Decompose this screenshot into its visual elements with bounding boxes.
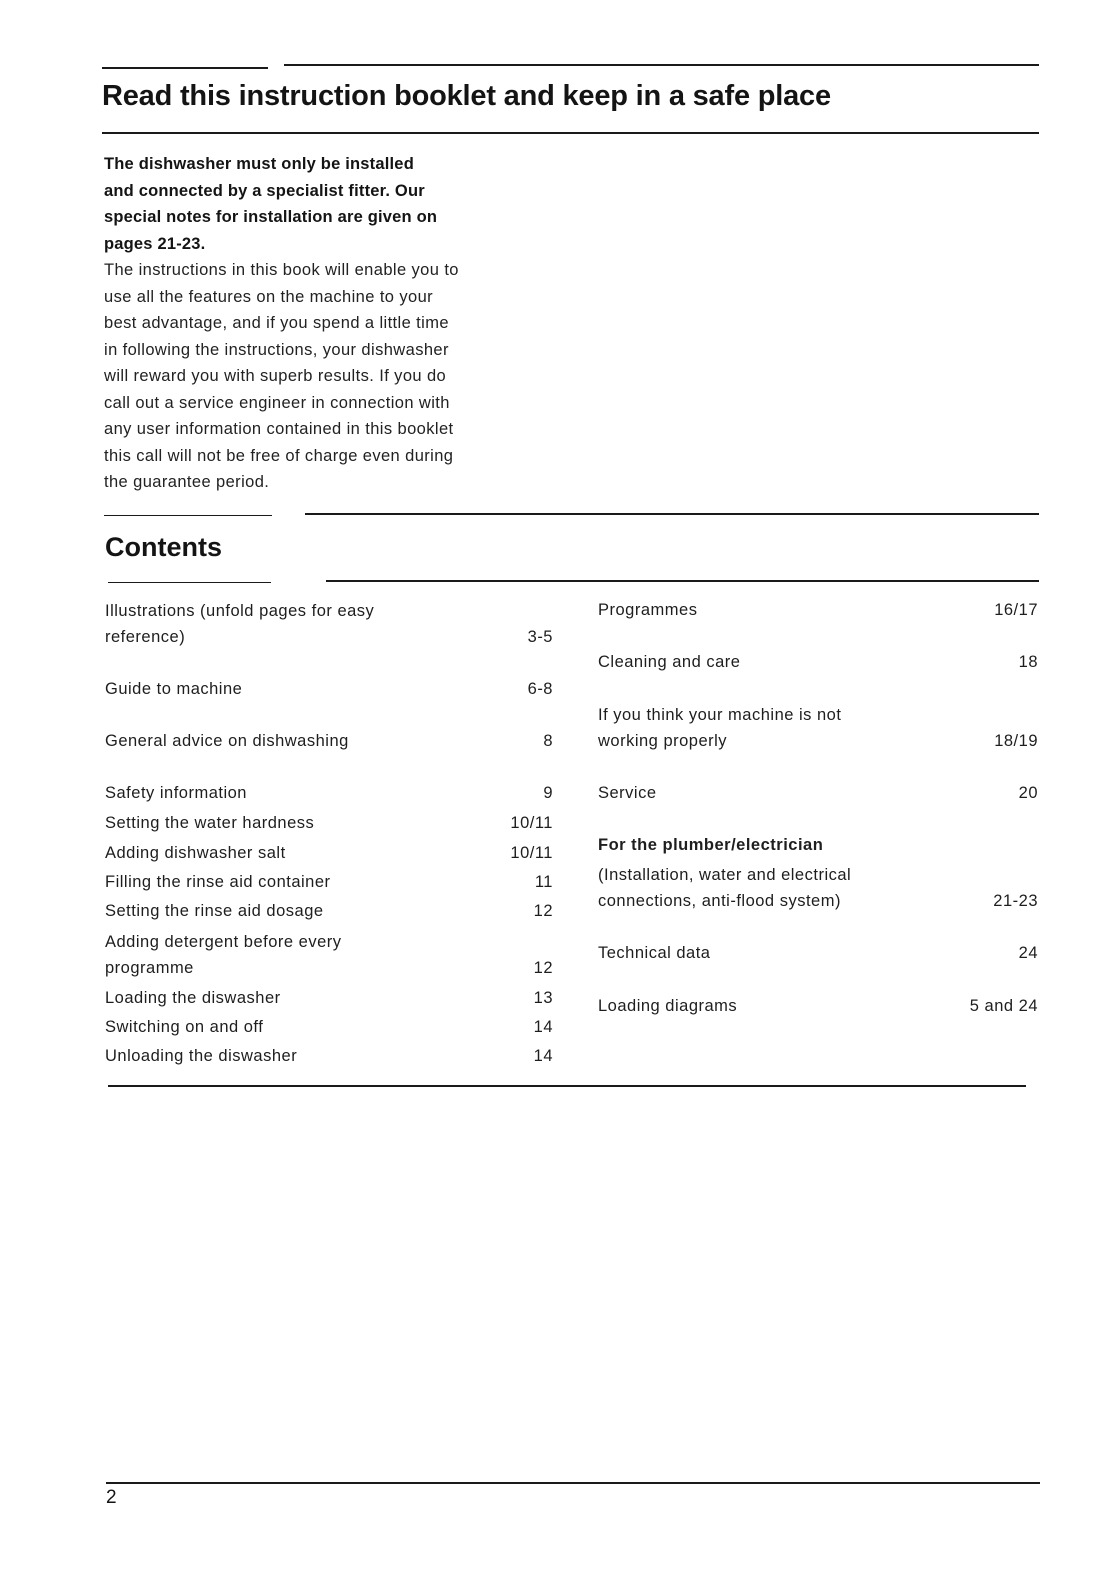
installation-notice-line: pages 21-23. [104, 234, 206, 253]
toc-entry-label-line: Adding dishwasher salt [105, 844, 286, 862]
toc-entry-label-line: Loading diagrams [598, 997, 738, 1015]
toc-entry-label-line: Safety information [105, 784, 247, 802]
toc-entry-page: 10/11 [510, 814, 553, 832]
intro-line: in following the instructions, your dishwasher [104, 340, 449, 359]
intro-line: the guarantee period. [104, 473, 270, 491]
toc-entry-label-line: Illustrations (unfold pages for easy [105, 602, 375, 620]
toc-entry-label-line: Programmes [598, 601, 698, 619]
toc-entry [598, 832, 1038, 858]
toc-entry-label [598, 649, 740, 675]
toc-entry-label-line: Service [598, 784, 657, 802]
installation-notice-line: special notes for installation are given on [104, 208, 438, 226]
toc-entry-page: 13 [533, 989, 553, 1007]
contents-bottom-rule [108, 1085, 1026, 1087]
toc-entry-label-line: Adding detergent before every [105, 933, 342, 951]
contents-rule-right [326, 580, 1039, 582]
toc-entry [105, 728, 553, 754]
toc-entry-label-line: connections, anti-flood system) [598, 892, 841, 910]
toc-entry [598, 780, 1038, 806]
toc-entry-label [105, 810, 314, 836]
toc-entry-label-line: Guide to machine [105, 680, 243, 698]
toc-entry [105, 676, 553, 702]
toc-entry-label [105, 1014, 263, 1040]
toc-entry-page: 5 and 24 [969, 997, 1038, 1015]
toc-entry [105, 869, 553, 895]
toc-entry [105, 598, 553, 650]
installation-notice-line: The dishwasher must only be installed [104, 155, 414, 173]
toc-entry-label-line: reference) [105, 628, 186, 646]
toc-entry-page: 21-23 [993, 892, 1038, 910]
toc-entry-page: 6-8 [527, 680, 553, 698]
page-number: 2 [106, 1487, 117, 1508]
toc-entry-label [598, 862, 851, 914]
toc-entry [105, 810, 553, 836]
page-title: Read this instruction booklet and keep in a safe place [102, 80, 831, 112]
toc-entry-label [598, 780, 657, 806]
intro-bottom-rule-right [305, 513, 1039, 515]
toc-entry [598, 993, 1038, 1019]
toc-entry-label [105, 598, 374, 650]
toc-entry-page: 12 [533, 902, 553, 920]
toc-entry-label [105, 869, 331, 895]
intro-line: any user information contained in this booklet [104, 420, 454, 438]
top-rule-long [284, 64, 1039, 66]
toc-entry-page: 12 [533, 959, 553, 977]
toc-entry-page: 3-5 [527, 628, 553, 646]
toc-entry [105, 840, 553, 866]
intro-section [104, 151, 564, 496]
toc-entry [105, 1014, 553, 1040]
toc-entry-label-line: General advice on dishwashing [105, 732, 349, 750]
toc-entry-label-line: (Installation, water and electrical [598, 866, 852, 884]
intro-line: best advantage, and if you spend a little time [104, 314, 449, 332]
toc-entry-label-line: Filling the rinse aid container [105, 873, 331, 891]
toc-entry-label [598, 832, 823, 858]
intro-line: will reward you with superb results. If you do [104, 367, 447, 385]
toc-entry [598, 597, 1038, 623]
toc-entry-label [105, 728, 349, 754]
toc-entry-label [598, 940, 711, 966]
toc-entry-label-line: For the plumber/electrician [598, 836, 824, 854]
toc-entry [598, 940, 1038, 966]
title-underline [102, 132, 1039, 134]
toc-entry-label [105, 840, 286, 866]
toc-entry [105, 929, 553, 981]
toc-entry-label [105, 676, 242, 702]
toc-entry [105, 1043, 553, 1069]
toc-entry-label-line: Loading the diswasher [105, 989, 281, 1007]
toc-entry-label [598, 993, 737, 1019]
toc-entry-page: 18 [1018, 653, 1038, 671]
toc-entry-label-line: If you think your machine is not [598, 706, 842, 724]
toc-entry [598, 702, 1038, 754]
toc-entry-label-line: working properly [598, 732, 728, 750]
contents-heading: Contents [105, 532, 222, 562]
toc-entry-label-line: Setting the water hardness [105, 814, 315, 832]
intro-line: use all the features on the machine to your [104, 287, 434, 306]
contents-rule-left [108, 582, 271, 583]
toc-entry [598, 862, 1038, 914]
toc-entry-page: 18/19 [994, 732, 1038, 750]
top-rule-short [102, 67, 268, 69]
toc-entry-page: 14 [533, 1018, 553, 1036]
toc-entry-label [105, 985, 281, 1011]
toc-entry-label-line: Technical data [598, 944, 711, 962]
toc-entry-page: 20 [1018, 784, 1038, 802]
toc-entry-page: 8 [543, 732, 553, 750]
toc-entry [105, 780, 553, 806]
toc-entry-page: 11 [534, 873, 553, 891]
toc-entry-page: 24 [1018, 944, 1038, 962]
toc-entry-label-line: Cleaning and care [598, 653, 741, 671]
toc-entry-label [105, 780, 247, 806]
installation-notice [104, 151, 564, 257]
toc-entry-label-line: programme [105, 959, 194, 977]
toc-entry-page: 14 [533, 1047, 553, 1065]
toc-entry [105, 985, 553, 1011]
toc-entry-page: 16/17 [994, 601, 1038, 619]
toc-entry-label-line: Switching on and off [105, 1018, 264, 1036]
toc-entry [598, 649, 1038, 675]
toc-entry-label-line: Unloading the diswasher [105, 1047, 298, 1065]
footer-rule [106, 1482, 1040, 1484]
toc-entry-label [105, 898, 324, 924]
toc-entry-label [598, 702, 841, 754]
toc-entry [105, 898, 553, 924]
toc-entry-page: 9 [543, 784, 553, 802]
toc-entry-label-line: Setting the rinse aid dosage [105, 902, 324, 920]
intro-bottom-rule-left [104, 515, 272, 516]
toc-entry-label [598, 597, 697, 623]
intro-line: call out a service engineer in connection with [104, 393, 450, 412]
toc-entry-label [105, 929, 342, 981]
installation-notice-line: and connected by a specialist fitter. Our [104, 181, 425, 200]
intro-line: The instructions in this book will enable you to [104, 261, 459, 279]
toc-entry-page: 10/11 [510, 844, 553, 862]
intro-line: this call will not be free of charge even during [104, 446, 454, 465]
intro-paragraph [104, 257, 564, 496]
toc-entry-label [105, 1043, 297, 1069]
